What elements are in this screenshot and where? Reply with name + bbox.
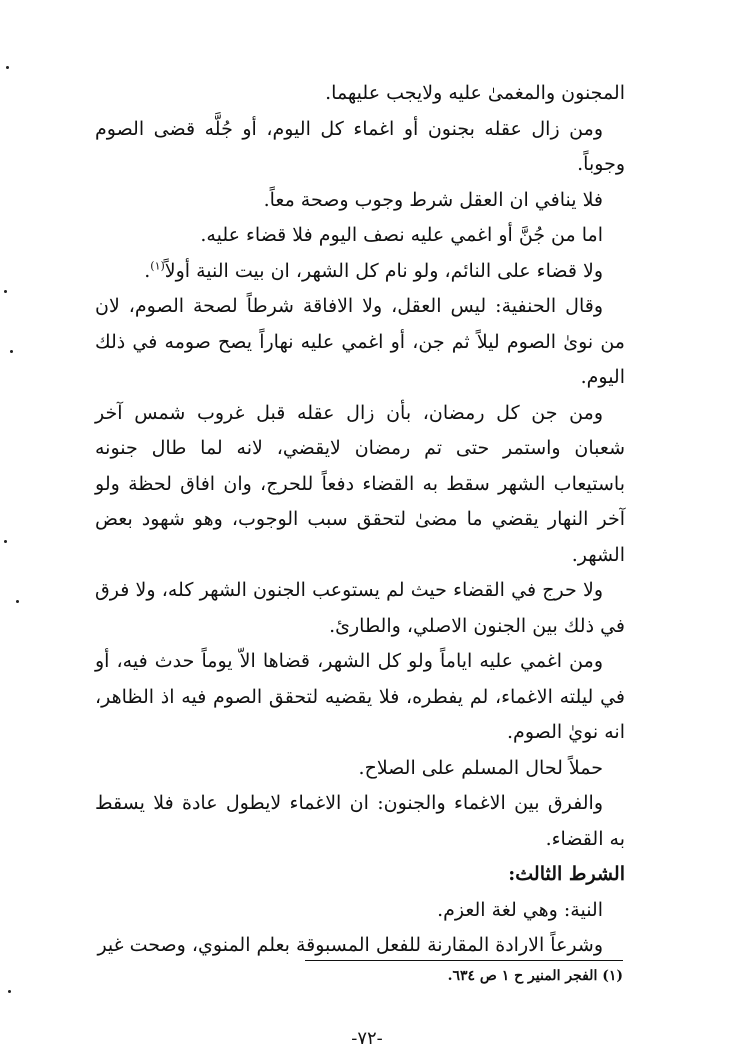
paragraph: فلا ينافي ان العقل شرط وجوب وصحة معاً. bbox=[263, 188, 603, 211]
scan-speck bbox=[4, 290, 7, 293]
paragraph: اما من جُنَّ أو اغمي عليه نصف اليوم فلا قضاء عليه. bbox=[200, 224, 603, 246]
paragraph: ومن زال عقله بجنون أو اغماء كل اليوم، أو جُلَّه قضى الصوم وجوباً. bbox=[95, 117, 625, 175]
footnote-divider bbox=[305, 960, 623, 961]
paragraph: حملاً لحال المسلم على الصلاح. bbox=[358, 756, 603, 779]
paragraph: ولا حرج في القضاء حيث لم يستوعب الجنون الشهر كله، ولا فرق في ذلك بين الجنون الاصلي، والطارئ. bbox=[95, 579, 625, 637]
scan-speck bbox=[10, 350, 13, 353]
scan-speck bbox=[16, 600, 19, 603]
paragraph-tail: . bbox=[144, 259, 151, 282]
paragraph: المجنون والمغمىٰ عليه ولايجب عليهما. bbox=[325, 82, 625, 104]
paragraph: والفرق بين الاغماء والجنون: ان الاغماء لايطول عادة فلا يسقط به القضاء. bbox=[95, 792, 625, 850]
paragraph: وشرعاً الارادة المقارنة للفعل المسبوقة بعلم المنوي، وصحت غير bbox=[97, 934, 603, 956]
body-text bbox=[95, 76, 625, 964]
section-heading: الشرط الثالث: bbox=[508, 863, 625, 885]
paragraph-with-footnote-ref bbox=[95, 254, 625, 290]
paragraph: ومن اغمي عليه اياماً ولو كل الشهر، قضاها الاّ يوماً حدث فيه، أو في ليلته الاغماء، لم يفطره، فلا يقضيه لتحقق الصوم فيه اذ الظاهر، انه نويٰ الصوم. bbox=[95, 650, 625, 743]
paragraph: ومن جن كل رمضان، بأن زال عقله قبل غروب شمس آخر شعبان واستمر حتى تم رمضان لايقضي، لانه لما طال جنونه باستيعاب الشهر سقط به القضاء دفعاً للحرج، وان افاق لحظة ولو آخر النهار يقضي ما مضىٰ لتحقق سبب الوجوب، وهو شهود بعض الشهر. bbox=[95, 401, 625, 566]
scan-speck bbox=[4, 540, 7, 543]
paragraph: النية: وهي لغة العزم. bbox=[437, 898, 603, 921]
scan-speck bbox=[8, 990, 11, 993]
paragraph-text: ولا قضاء على النائم، ولو نام كل الشهر، ان بيت النية أولاً bbox=[164, 259, 603, 282]
page-number: -٧٢- bbox=[351, 1028, 383, 1049]
scan-speck bbox=[6, 66, 9, 69]
paragraph: وقال الحنفية: ليس العقل، ولا الافاقة شرطاً لصحة الصوم، لان من نوىٰ الصوم ليلاً ثم جن، أو اغمي عليه نهاراً يصح صومه في ذلك اليوم. bbox=[95, 295, 625, 388]
footnote: (١) الفجر المنير ح ١ ص ٦٣٤. bbox=[447, 968, 623, 984]
footnote-reference[interactable]: (١) bbox=[150, 259, 165, 273]
